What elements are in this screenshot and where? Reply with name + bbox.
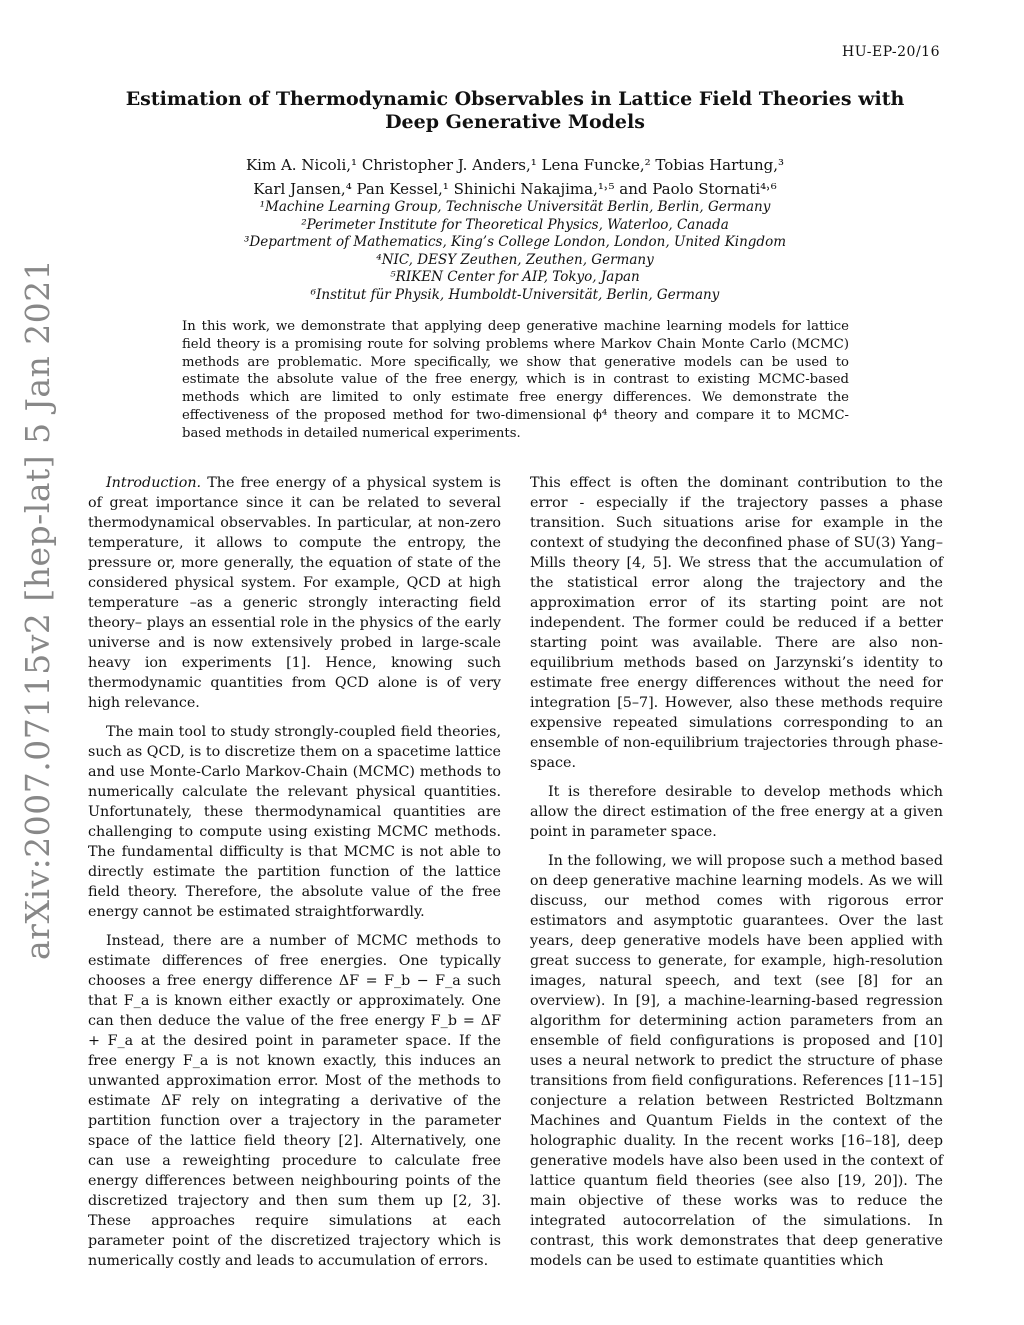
author-list <box>110 153 920 201</box>
affiliation: ²Perimeter Institute for Theoretical Physics, Waterloo, Canada <box>301 216 729 233</box>
abstract: In this work, we demonstrate that applying deep generative machine learning models for lattice field theory is a promising route for solving problems where Markov Chain Monte Carlo (MCMC) methods are problematic. More specifically, we show that generative models can be used to estimate the absolute value of the free energy, which is in contrast to existing MCMC-based methods which are limited to only estimate free energy differences. We demonstrate the effectiveness of the proposed method for two-dimensional ϕ⁴ theory and compare it to MCMC-based methods in detailed numerical experiments. <box>182 319 849 441</box>
authors-line-2: Karl Jansen,⁴ Pan Kessel,¹ Shinichi Nakajima,¹˒⁵ and Paolo Stornati⁴˒⁶ <box>253 180 777 198</box>
section-label-introduction: Introduction. <box>106 475 202 491</box>
body-column-right <box>530 473 943 1280</box>
affiliation: ⁵RIKEN Center for AIP, Tokyo, Japan <box>390 269 640 285</box>
affiliation-list <box>110 199 920 304</box>
arxiv-identifier[interactable]: arXiv:2007.07115v2 [hep-lat] 5 Jan 2021 <box>18 258 57 960</box>
affiliation: ⁶Institut für Physik, Humboldt-Universität, Berlin, Germany <box>310 286 720 303</box>
paragraph: The main tool to study strongly-coupled field theories, such as QCD, is to discretize them on a spacetime lattice and use Monte-Carlo Markov-Chain (MCMC) methods to numerically calculate the relevant physical quantities. Unfortunately, these thermodynamical quantities are challenging to compute using existing MCMC methods. The fundamental difficulty is that MCMC is not able to directly estimate the partition function of the lattice field theory. Therefore, the absolute value of the free energy cannot be estimated straightforwardly. <box>88 724 501 920</box>
paragraph: It is therefore desirable to develop methods which allow the direct estimation of the free energy at a given point in parameter space. <box>530 784 943 840</box>
authors-line-1: Kim A. Nicoli,¹ Christopher J. Anders,¹ Lena Funcke,² Tobias Hartung,³ <box>245 156 785 174</box>
paragraph: This effect is often the dominant contribution to the error - especially if the trajectory passes a phase transition. Such situations arise for example in the context of studying the deconfined phase of SU(3) Yang–Mills theory [4, 5]. We stress that the accumulation of the statistical error along the trajectory and the approximation error of its starting point are not independent. The former could be reduced if a better starting point was available. There are also non-equilibrium methods based on Jarzynski’s identity to estimate free energy differences without the need for integration [5–7]. However, also these methods require expensive repeated simulations corresponding to an ensemble of non-equilibrium trajectories through phase-space. <box>530 475 943 771</box>
paragraph-text: The free energy of a physical system is of great importance since it can be related to several thermodynamical observables. In particular, at non-zero temperature, it allows to compute the entropy, the pressure or, more generally, the equation of state of the considered physical system. For example, QCD at high temperature –as a generic strongly interacting field theory– plays an essential role in the physics of the early universe and is now extensively probed in large-scale heavy ion experiments [1]. Hence, knowing such thermodynamic quantities from QCD alone is of very high relevance. <box>88 475 501 711</box>
body-column-left <box>88 473 501 1280</box>
paragraph: In the following, we will propose such a method based on deep generative machine learning models. As we will discuss, our method comes with rigorous error estimators and asymptotic guarantees. Over the last years, deep generative models have been applied with great success to generate, for example, high-resolution images, natural speech, and text (see [8] for an overview). In [9], a machine-learning-based regression algorithm for determining action parameters from an ensemble of field configurations is proposed and [10] uses a neural network to predict the structure of phase transitions from field configurations. References [11–15] conjecture a relation between Restricted Boltzmann Machines and Quantum Fields in the context of the holographic duality. In the recent works [16–18], deep generative models have also been used in the context of lattice quantum field theories (see also [19, 20]). The main objective of these works was to reduce the integrated autocorrelation of the simulations. In contrast, this work demonstrates that deep generative models can be used to estimate quantities which <box>530 853 943 1269</box>
paragraph-introduction <box>88 473 501 713</box>
affiliation: ⁴NIC, DESY Zeuthen, Zeuthen, Germany <box>376 251 654 268</box>
paper-title: Estimation of Thermodynamic Observables in Lattice Field Theories with Deep Generative Models <box>125 88 905 133</box>
report-number: HU-EP-20/16 <box>842 44 940 60</box>
affiliation: ³Department of Mathematics, King’s College London, London, United Kingdom <box>243 234 787 250</box>
paragraph: Instead, there are a number of MCMC methods to estimate differences of free energies. One typically chooses a free energy difference ΔF = F_b − F_a such that F_a is known either exactly or approximately. One can then deduce the value of the free energy F_b = ΔF + F_a at the desired point in parameter space. If the free energy F_a is not known exactly, this induces an unwanted approximation error. Most of the methods to estimate ΔF rely on integrating a derivative of the partition function over a trajectory in the parameter space of the lattice field theory [2]. Alternatively, one can use a reweighting procedure to calculate free energy differences between neighbouring points of the discretized trajectory and then sum them up [2, 3]. These approaches require simulations at each parameter point of the discretized trajectory which is numerically costly and leads to accumulation of errors. <box>88 933 501 1269</box>
affiliation: ¹Machine Learning Group, Technische Universität Berlin, Berlin, Germany <box>259 199 771 215</box>
